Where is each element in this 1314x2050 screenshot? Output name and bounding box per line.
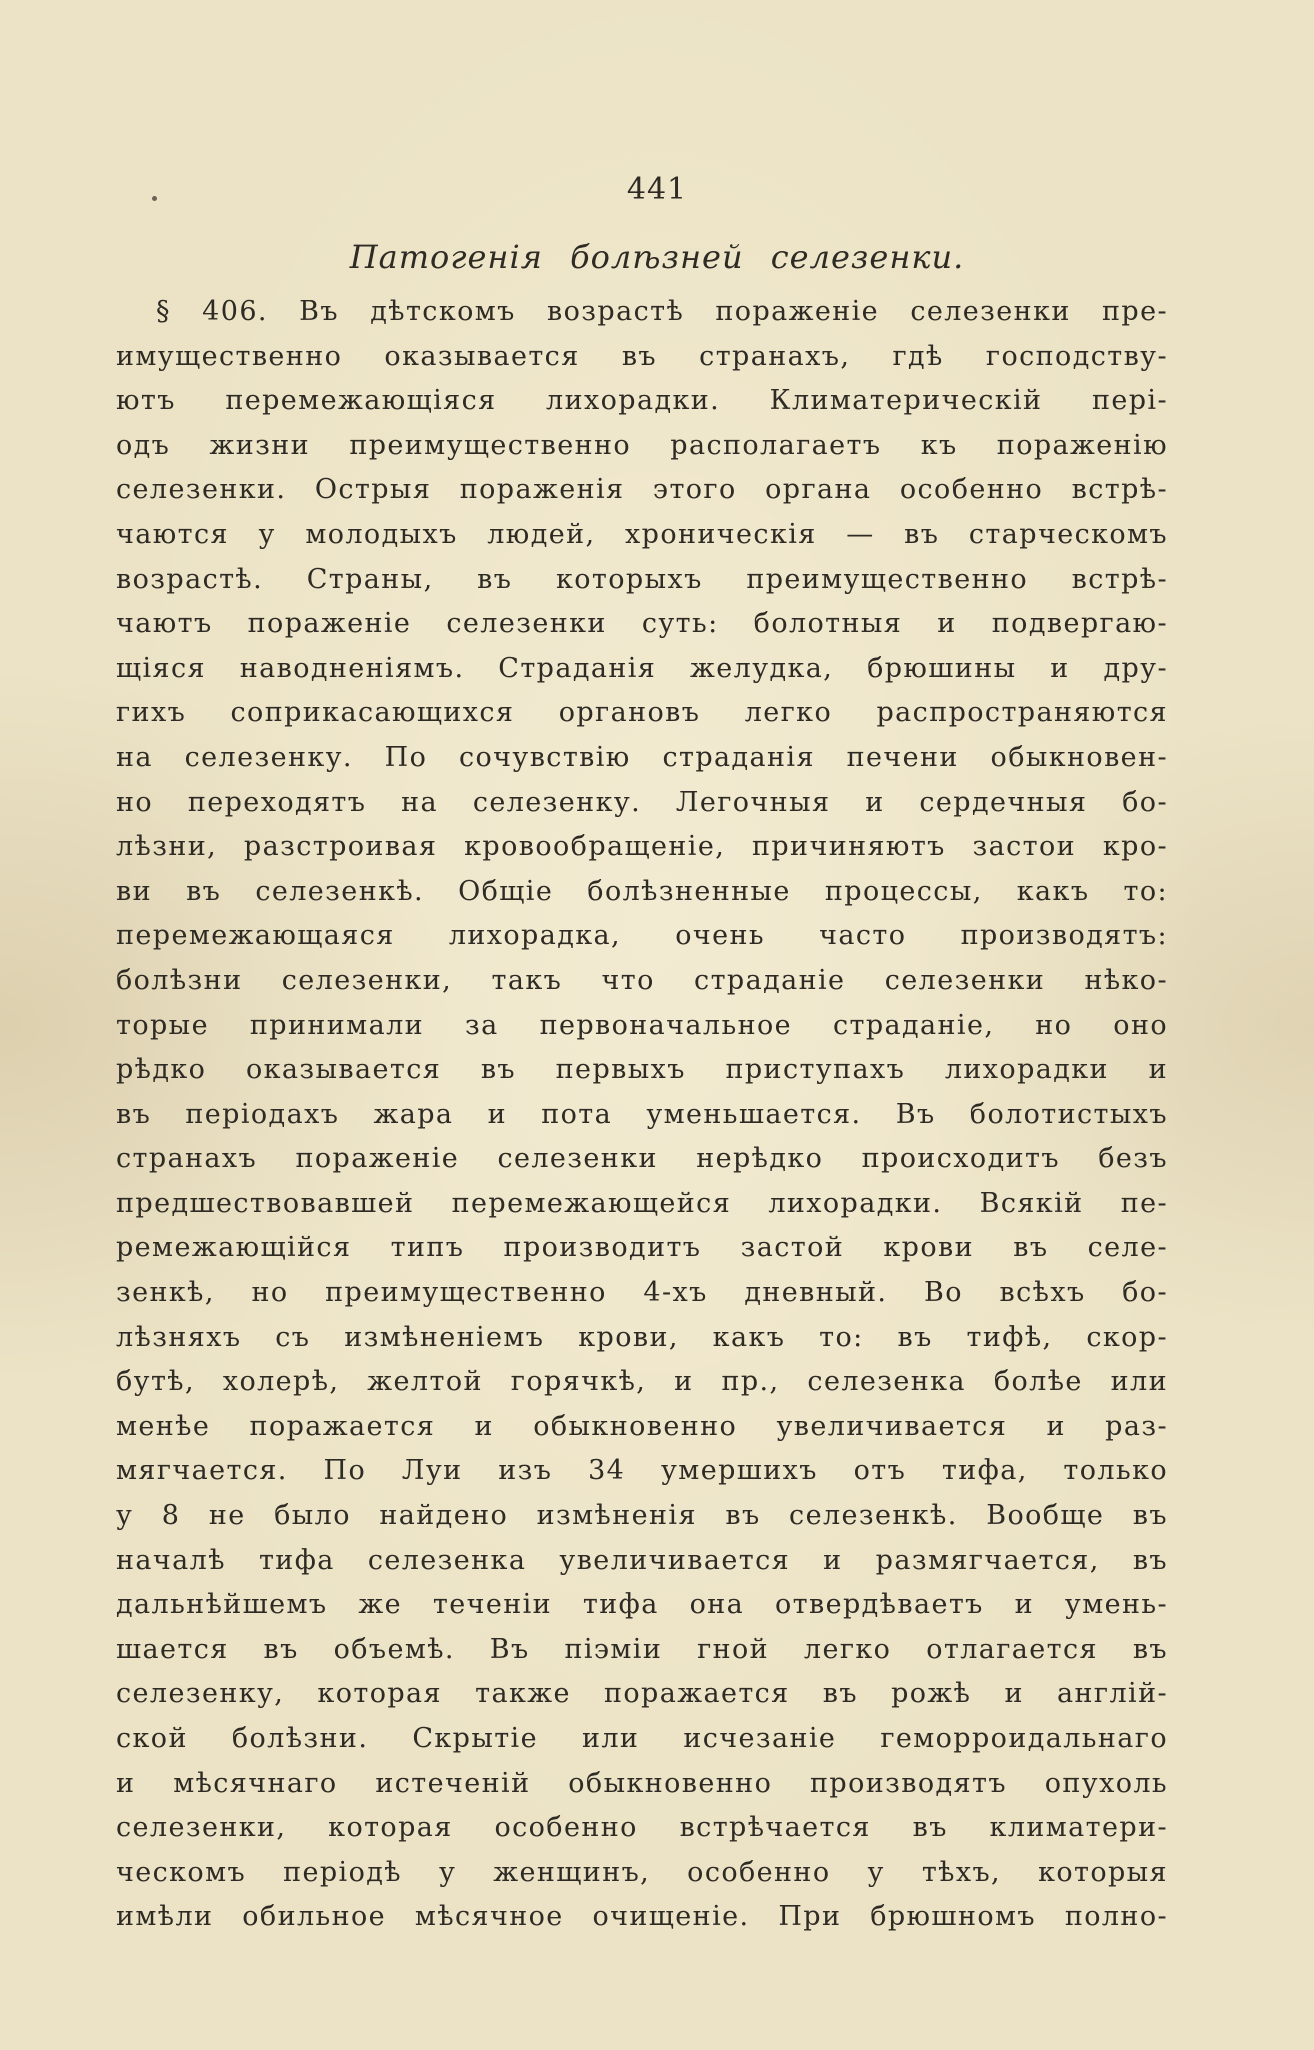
- body-text: [116, 290, 1168, 1940]
- text-line: бутѣ, холерѣ, желтой горячкѣ, и пр., селезенка болѣе или: [116, 1366, 1168, 1398]
- text-line: имѣли обильное мѣсячное очищеніе. При брюшномъ полно-: [116, 1901, 1168, 1933]
- text-line: имущественно оказывается въ странахъ, гдѣ господству-: [116, 340, 1168, 372]
- text-line: но переходятъ на селезенку. Легочныя и сердечныя бо-: [116, 786, 1168, 818]
- text-line: лѣзни, разстроивая кровообращеніе, причиняютъ застои кро-: [116, 831, 1168, 863]
- text-line: ви въ селезенкѣ. Общіе болѣзненные процессы, какъ то:: [116, 875, 1168, 907]
- text-line: ческомъ періодѣ у женщинъ, особенно у тѣхъ, которыя: [116, 1856, 1168, 1888]
- text-line: въ періодахъ жара и пота уменьшается. Въ болотистыхъ: [116, 1098, 1168, 1130]
- text-line: и мѣсячнаго истеченій обыкновенно производятъ опухоль: [116, 1767, 1168, 1799]
- text-line: перемежающаяся лихорадка, очень часто производятъ:: [116, 920, 1168, 952]
- text-line: мягчается. По Луи изъ 34 умершихъ отъ тифа, только: [116, 1455, 1168, 1487]
- text-line: гихъ соприкасающихся органовъ легко распространяются: [116, 697, 1168, 729]
- text-line: селезенки. Острыя пораженія этого органа особенно встрѣ-: [116, 474, 1168, 506]
- text-line: чаютъ пораженіе селезенки суть: болотныя и подвергаю-: [116, 608, 1168, 640]
- text-line: § 406. Въ дѣтскомъ возрастѣ пораженіе селезенки пре-: [156, 296, 1168, 327]
- text-line: щіяся наводненіямъ. Страданія желудка, брюшины и дру-: [116, 652, 1168, 684]
- text-line: чаются у молодыхъ людей, хроническія — въ старческомъ: [116, 518, 1168, 550]
- text-line: селезенку, которая также поражается въ рожѣ и англій-: [116, 1678, 1168, 1710]
- section-title: Патогенія болѣзней селезенки.: [349, 238, 965, 276]
- text-line: дальнѣйшемъ же теченіи тифа она отвердѣваетъ и умень-: [116, 1589, 1168, 1621]
- text-line: менѣе поражается и обыкновенно увеличивается и раз-: [116, 1410, 1168, 1442]
- text-line: на селезенку. По сочувствію страданія печени обыкновен-: [116, 741, 1168, 773]
- text-line: лѣзняхъ съ измѣненіемъ крови, какъ то: въ тифѣ, скор-: [116, 1321, 1168, 1353]
- text-line: зенкѣ, но преимущественно 4-хъ дневный. Во всѣхъ бо-: [116, 1277, 1168, 1309]
- text-line: предшествовавшей перемежающейся лихорадки. Всякій пе-: [116, 1187, 1168, 1219]
- text-line: шается въ объемѣ. Въ піэміи гной легко отлагается въ: [116, 1633, 1168, 1665]
- text-line: болѣзни селезенки, такъ что страданіе селезенки нѣко-: [116, 964, 1168, 996]
- text-line: у 8 не было найдено измѣненія въ селезенкѣ. Вообще въ: [116, 1500, 1168, 1532]
- text-line: торые принимали за первоначальное страданіе, но оно: [116, 1009, 1168, 1041]
- text-line: ютъ перемежающіяся лихорадки. Климатерическій пері-: [116, 385, 1168, 417]
- page-number: 441: [626, 172, 688, 207]
- text-line: возрастѣ. Страны, въ которыхъ преимущественно встрѣ-: [116, 563, 1168, 595]
- text-line: ской болѣзни. Скрытіе или исчезаніе геморроидальнаго: [116, 1723, 1168, 1754]
- text-line: началѣ тифа селезенка увеличивается и размягчается, въ: [116, 1544, 1168, 1576]
- text-line: рѣдко оказывается въ первыхъ приступахъ лихорадки и: [116, 1054, 1168, 1086]
- text-line: странахъ пораженіе селезенки нерѣдко происходитъ безъ: [116, 1143, 1168, 1175]
- text-line: селезенки, которая особенно встрѣчается въ климатери-: [116, 1812, 1168, 1844]
- text-line: ремежающійся типъ производитъ застой крови въ селе-: [116, 1232, 1168, 1264]
- text-line: одъ жизни преимущественно располагаетъ къ пораженію: [116, 429, 1168, 461]
